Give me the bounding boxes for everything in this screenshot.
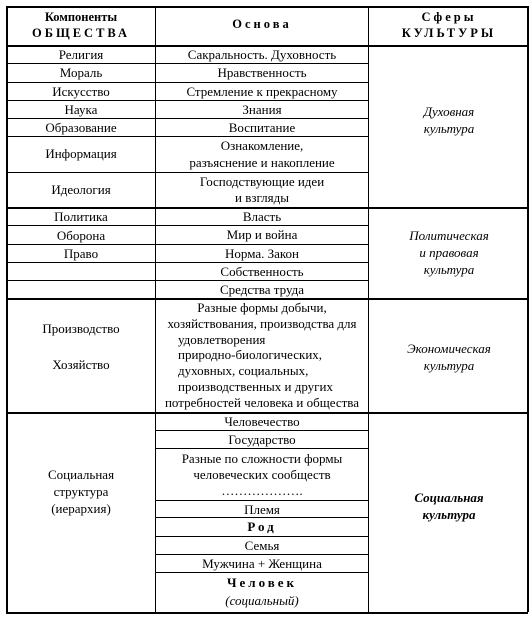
basis-production-line3: удовлетворения bbox=[178, 332, 266, 347]
basis-defense: Мир и война bbox=[226, 227, 298, 242]
row-divider bbox=[6, 280, 369, 281]
component-defense: Оборона bbox=[56, 228, 106, 243]
row-divider bbox=[6, 118, 369, 119]
row-divider bbox=[155, 572, 369, 573]
basis-production-line1: Разные формы добычи, bbox=[197, 300, 327, 315]
basis-production-line5: духовных, социальных, bbox=[178, 363, 309, 378]
basis-state: Государство bbox=[228, 432, 296, 447]
header-components-line2: ОБЩЕСТВА bbox=[32, 26, 130, 40]
component-ideology: Идеология bbox=[51, 182, 111, 197]
component-social-line3: (иерархия) bbox=[51, 501, 111, 516]
basis-art: Стремление к прекрасному bbox=[186, 84, 338, 99]
row-divider bbox=[6, 136, 369, 137]
sphere-social-line2: культура bbox=[422, 507, 476, 522]
basis-communities-line2: человеческих сообществ bbox=[193, 467, 331, 482]
basis-science: Знания bbox=[242, 102, 282, 117]
basis-religion: Сакральность. Духовность bbox=[187, 47, 337, 62]
basis-ideology-line1: Господствующие идеи bbox=[199, 174, 325, 189]
basis-production-line2: хозяйствования, производства для bbox=[167, 316, 357, 331]
basis-law: Норма. Закон bbox=[225, 246, 299, 261]
basis-information-line1: Ознакомление, bbox=[220, 138, 304, 153]
component-politics: Политика bbox=[54, 209, 108, 224]
component-art: Искусство bbox=[52, 84, 110, 99]
row-divider bbox=[6, 244, 369, 245]
basis-communities-line1: Разные по сложности формы bbox=[181, 451, 343, 466]
row-divider bbox=[155, 536, 369, 537]
basis-production-line6: производственных и других bbox=[178, 379, 333, 394]
sphere-political-line3: культура bbox=[423, 262, 475, 277]
header-components-line1: Компоненты bbox=[44, 10, 118, 24]
basis-humanity: Человечество bbox=[224, 414, 300, 429]
row-divider bbox=[155, 430, 369, 431]
row-divider bbox=[6, 262, 369, 263]
basis-education: Воспитание bbox=[228, 120, 296, 135]
basis-tribe: Племя bbox=[244, 502, 280, 517]
header-spheres-line2: КУЛЬТУРЫ bbox=[401, 26, 497, 40]
basis-means-of-labor: Средства труда bbox=[219, 282, 305, 297]
row-divider bbox=[6, 100, 369, 101]
basis-property: Собственность bbox=[220, 264, 304, 279]
basis-clan: Род bbox=[247, 519, 277, 534]
sphere-social-line1: Социальная bbox=[414, 490, 484, 505]
basis-dots: ………………. bbox=[221, 483, 303, 498]
table-border-bottom bbox=[6, 612, 528, 614]
basis-ideology-line2: и взгляды bbox=[235, 190, 289, 205]
component-law: Право bbox=[63, 246, 99, 261]
header-basis: Основа bbox=[232, 17, 292, 31]
sphere-political-line2: и правовая bbox=[419, 245, 479, 260]
basis-production-line4: природно-биологических, bbox=[178, 347, 323, 362]
row-divider bbox=[155, 554, 369, 555]
basis-politics: Власть bbox=[242, 209, 282, 224]
component-science: Наука bbox=[64, 102, 98, 117]
basis-person: Человек bbox=[226, 575, 298, 590]
basis-person-subtitle: (социальный) bbox=[225, 593, 299, 608]
row-divider bbox=[6, 82, 369, 83]
basis-couple: Мужчина + Женщина bbox=[202, 556, 322, 571]
component-education: Образование bbox=[45, 120, 117, 135]
basis-family: Семья bbox=[244, 538, 280, 553]
row-divider bbox=[155, 500, 369, 501]
sphere-economic-line2: культура bbox=[423, 358, 475, 373]
header-spheres-line1: Сферы bbox=[421, 10, 477, 24]
component-economy: Хозяйство bbox=[52, 357, 110, 372]
sphere-political-line1: Политическая bbox=[409, 228, 489, 243]
component-production: Производство bbox=[42, 321, 120, 336]
component-information: Информация bbox=[45, 146, 117, 161]
sphere-economic-line1: Экономическая bbox=[407, 341, 491, 356]
row-divider bbox=[6, 225, 369, 226]
column-divider-2 bbox=[368, 6, 369, 612]
sphere-spiritual-line2: культура bbox=[423, 121, 475, 136]
basis-production-line7: потребностей человека и общества bbox=[164, 395, 360, 410]
row-divider bbox=[155, 448, 369, 449]
row-divider bbox=[6, 63, 369, 64]
component-morality: Мораль bbox=[59, 65, 103, 80]
basis-morality: Нравственность bbox=[217, 65, 307, 80]
basis-information-line2: разъяснение и накопление bbox=[189, 155, 335, 170]
sphere-spiritual-line1: Духовная bbox=[423, 104, 475, 119]
component-religion: Религия bbox=[58, 47, 104, 62]
table-border-top bbox=[6, 6, 528, 8]
row-divider bbox=[6, 172, 369, 173]
component-social-line2: структура bbox=[53, 484, 109, 499]
component-social-line1: Социальная bbox=[47, 467, 115, 482]
